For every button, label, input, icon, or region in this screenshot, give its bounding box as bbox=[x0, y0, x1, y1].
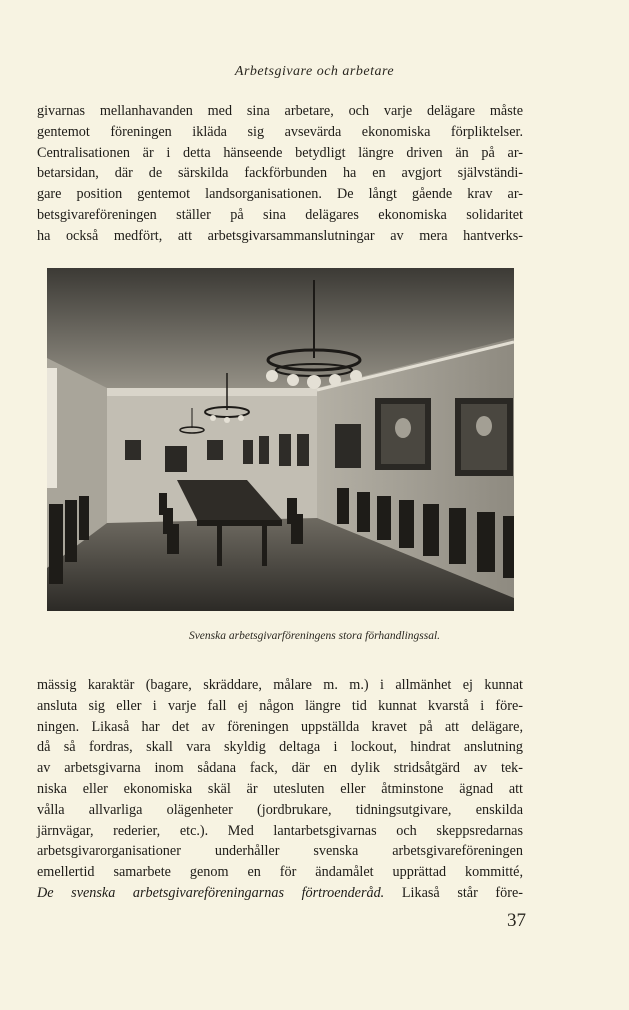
text-line: Centralisationen är i detta hänseende betydligt längre driven än på ar- bbox=[37, 144, 523, 161]
text-line: emellertid samarbete genom en för ändamålet upprättad kommitté, bbox=[37, 864, 523, 881]
paragraph-top bbox=[37, 101, 523, 247]
text-line: gentemot föreningen ikläda sig avsevärda ekonomiska förpliktelser. bbox=[37, 123, 523, 140]
text-fragment: Likaså står före- bbox=[401, 884, 523, 901]
running-header: Arbetsgivare och arbetare bbox=[234, 64, 395, 79]
text-line: ningen. Likaså har det av föreningen uppställda kravet på att delägare, bbox=[37, 718, 523, 735]
paragraph-bottom bbox=[37, 675, 523, 904]
text-line: järnvägar, rederier, etc.). Med lantarbetsgivarnas och skeppsredarnas bbox=[37, 822, 523, 839]
text-line: niska eller ekonomiska skäl är utesluten eller åtminstone ägnad att bbox=[37, 780, 523, 797]
meeting-hall-photo bbox=[47, 268, 514, 611]
text-line: betarsidan, där de särskilda fackförbunden ha en avgjort självständi- bbox=[37, 165, 523, 182]
italic-title: De svenska arbetsgivareföreningarnas förtroenderåd. bbox=[37, 884, 385, 901]
text-line: av arbetsgivarna inom sådana fack, där en dylik stridsåtgärd av tek- bbox=[37, 760, 523, 777]
text-line: vålla allvarliga olägenheter (jordbrukare, tidningsutgivare, enskilda bbox=[37, 801, 523, 818]
photo-caption: Svenska arbetsgivarföreningens stora förhandlingssal. bbox=[188, 630, 441, 642]
text-line: betsgivareföreningen ställer på sina delägares ekonomiska solidaritet bbox=[37, 206, 523, 223]
text-line: givarnas mellanhavanden med sina arbetare, och varje delägare måste bbox=[37, 103, 523, 119]
page-number: 37 bbox=[507, 910, 526, 931]
text-line: mässig karaktär (bagare, skräddare, målare m. m.) i allmänhet ej kunnat bbox=[37, 677, 523, 693]
text-line-last bbox=[37, 883, 523, 904]
text-line: gare position gentemot landsorganisationen. De långt gående krav ar- bbox=[37, 186, 523, 203]
text-line: arbetsgivarorganisationer underhåller svenska arbetsgivareföreningen bbox=[37, 843, 523, 860]
text-line: ansluta sig eller i varje fall ej någon längre tid kunnat kvarstå i före- bbox=[37, 697, 523, 714]
text-line: ha också medfört, att arbetsgivarsammanslutningar av mera hantverks- bbox=[37, 227, 523, 244]
text-line: då så fordras, skall vara skyldig deltaga i lockout, hindrat anslutning bbox=[37, 739, 523, 756]
